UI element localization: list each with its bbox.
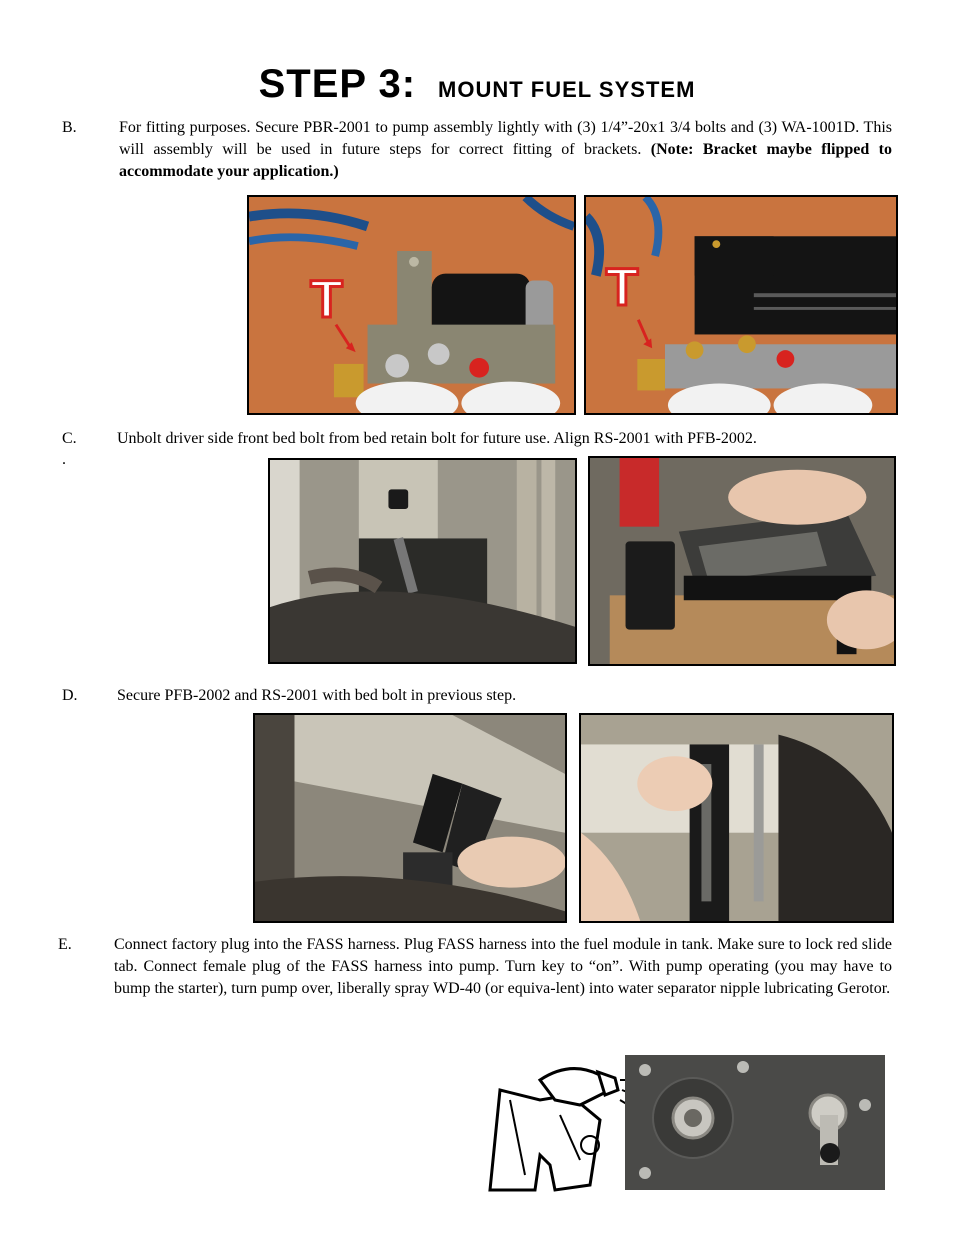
- step-subtitle: MOUNT FUEL SYSTEM: [438, 77, 696, 102]
- step-e-letter: E.: [58, 936, 72, 953]
- photo-right-t-label: T: [605, 258, 639, 317]
- step-b-body: For fitting purposes. Secure PBR-2001 to pump assembly lightly with (3) 1/4”-20x1 3/4 bolts and (3) WA-1001D. This will assembly will be used in future steps for correct fitting of brackets.: [119, 119, 892, 158]
- step-b-text: [119, 117, 892, 183]
- step-d-letter: D.: [62, 687, 78, 704]
- photo-pump-assembly-no-bracket: [247, 195, 576, 415]
- page-title: [0, 62, 954, 107]
- step-c-text: Unbolt driver side front bed bolt from bed retain bolt for future use. Align RS-2001 with PFB-2002.: [117, 430, 757, 447]
- step-b-note: (Note: Bracket maybe flipped to accommodate your application.): [119, 141, 893, 180]
- photo-secure-bracket-right: [579, 713, 894, 923]
- step-c-letter: C.: [62, 430, 77, 447]
- photo-gerotor-nipple: [625, 1055, 885, 1190]
- photo-bracket-alignment-hands: [588, 456, 896, 666]
- photo-pump-assembly-with-bracket: [584, 195, 898, 415]
- step-d-text: Secure PFB-2002 and RS-2001 with bed bolt in previous step.: [117, 687, 517, 704]
- step-b-letter: B.: [62, 119, 77, 136]
- step-heading: STEP 3:: [258, 62, 417, 106]
- step-e-text: Connect factory plug into the FASS harness. Plug FASS harness into the fuel module in tank. Make sure to lock red slide tab. Connect female plug of the FASS harness into pump. Turn key to “on”. With pump operating (you may have to bump the starter), turn pump over, liberally spray WD-40 (or equiva-lent) into water separator nipple lubricating Gerotor.: [114, 936, 892, 997]
- photo-left-t-label: T: [310, 269, 343, 329]
- photo-secure-bracket-left: [253, 713, 567, 923]
- photo-bed-bolt-frame: [268, 458, 577, 664]
- step-c-stray-dot: .: [62, 451, 66, 468]
